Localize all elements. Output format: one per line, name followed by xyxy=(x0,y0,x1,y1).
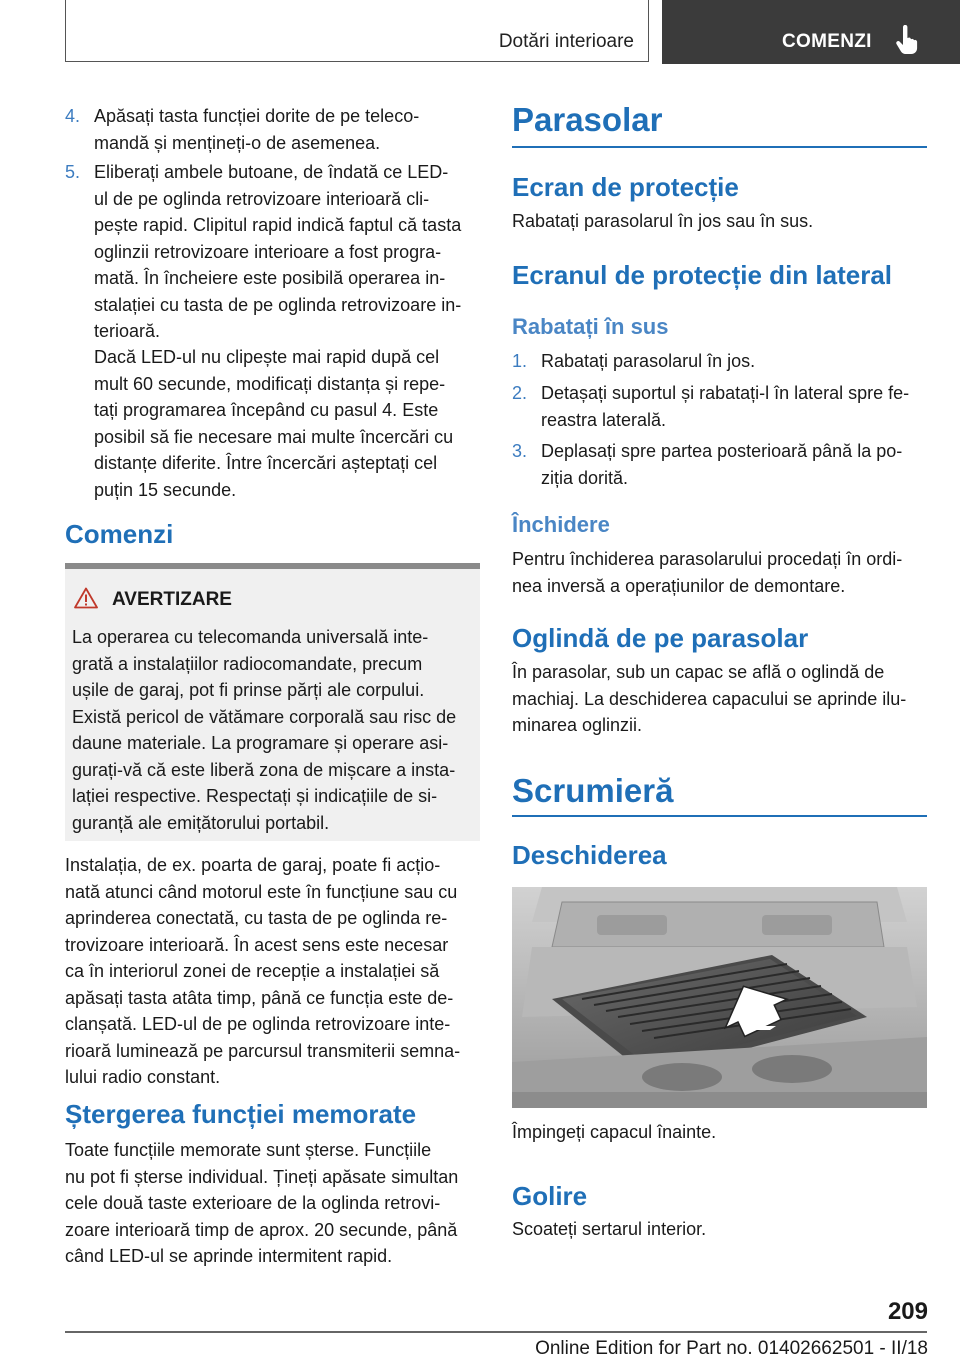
image-caption: Împingeți capacul înainte. xyxy=(512,1122,717,1142)
lateral-heading: Ecranul de protecție din lateral xyxy=(512,260,892,290)
oglinda-heading: Oglindă de pe parasolar xyxy=(512,623,809,653)
text-line: Apăsați tasta funcției dorite de pe teleco- xyxy=(94,106,420,126)
oglinda-paragraph xyxy=(512,659,932,739)
title-rule xyxy=(512,146,927,148)
text-line: gurați-vă că este liberă zona de mișcare a insta- xyxy=(72,759,456,780)
text-line: ușile de garaj, pot fi prinse părți ale corpului. xyxy=(72,680,425,700)
text-line: Deplasați spre partea posterioară până la po- xyxy=(541,441,903,461)
text-line: mată. În încheiere este posibilă operarea in- xyxy=(94,268,446,288)
warning-title: AVERTIZARE xyxy=(112,589,232,610)
header-chapter-tab xyxy=(662,0,960,64)
delete-heading: Ștergerea funcției memorate xyxy=(65,1099,417,1129)
deschiderea-heading: Deschiderea xyxy=(512,840,667,870)
note-paragraph xyxy=(94,344,484,503)
inchidere-paragraph xyxy=(512,546,932,599)
text-line: rioară luminează pe parcursul transmiterii semna- xyxy=(65,1040,461,1061)
text-line: lației respective. Respectați și indicațiile de si- xyxy=(72,786,438,806)
text-line: ul de pe oglinda retrovizoare interioară cli- xyxy=(94,188,430,209)
ecran-text: Rabatați parasolarul în jos sau în sus. xyxy=(512,211,814,231)
text-line: clanșată. LED-ul de pe oglinda retrovizoare inte- xyxy=(65,1014,451,1034)
text-line: Dacă LED-ul nu clipește mai rapid după cel xyxy=(94,347,440,367)
text-line: reastra laterală. xyxy=(541,409,667,430)
rabatati-heading: Rabatați în sus xyxy=(512,314,669,339)
text-line: În parasolar, sub un capac se află o oglindă de xyxy=(512,662,885,682)
text-line: machiaj. La deschiderea capacului se aprinde ilu- xyxy=(512,688,907,709)
text-line: nu pot fi șterse individual. Țineți apăsate simultan xyxy=(65,1166,459,1187)
list-number: 5. xyxy=(65,162,81,182)
text-line: posibil să fie necesare mai multe încercări cu xyxy=(94,426,454,447)
text-line: Pentru închiderea parasolarului procedați în ordi- xyxy=(512,549,903,569)
text-line: mult 60 secunde, modificați distanța și repe- xyxy=(94,373,446,394)
warning-text xyxy=(72,624,477,836)
text-line: Eliberați ambele butoane, de îndată ce LED- xyxy=(94,162,449,182)
step-number: 1. xyxy=(512,351,528,371)
list-number: 4. xyxy=(65,106,81,126)
text-line: La operarea cu telecomanda universală inte- xyxy=(72,627,429,647)
text-line: Rabatați parasolarul în jos. xyxy=(541,351,756,371)
step-number: 3. xyxy=(512,441,528,461)
text-line: Există pericol de vătămare corporală sau risc de xyxy=(72,706,457,727)
install-paragraph xyxy=(65,852,485,1091)
page-number: 209 xyxy=(887,1298,928,1325)
text-line: Detașați suportul și rabatați-l în lateral spre fe- xyxy=(541,383,910,403)
header-chapter-label: COMENZI xyxy=(782,31,872,52)
text-line: minarea oglinzii. xyxy=(512,715,643,735)
text-line: Instalația, de ex. poarta de garaj, poate fi acțio- xyxy=(65,855,441,875)
text-line: stalației cu tasta de pe oglinda retrovizoare in- xyxy=(94,294,462,315)
text-line: nea inversă a operațiunilor de demontare. xyxy=(512,575,846,596)
scrumiera-title: Scrumieră xyxy=(512,772,674,809)
text-line: zoare interioară timp de aprox. 20 secunde, până xyxy=(65,1219,458,1240)
text-line: nată atunci când motorul este în funcțiune sau cu xyxy=(65,881,458,902)
inchidere-heading: Închidere xyxy=(512,512,610,537)
text-line: distanțe diferite. Între încercări așteptați cel xyxy=(94,453,438,473)
warning-triangle-icon xyxy=(74,587,98,609)
text-line: trovizoare interioară. În acest sens este necesar xyxy=(65,934,449,955)
text-line: ca în interiorul zonei de recepție a instalației să xyxy=(65,961,440,981)
golire-heading: Golire xyxy=(512,1181,588,1211)
text-line: grată a instalațiilor radiocomandate, precum xyxy=(72,653,423,674)
text-line: guranță ale emițătorului portabil. xyxy=(72,812,330,833)
title-rule xyxy=(512,815,927,817)
warning-box xyxy=(65,569,480,841)
parasolar-title: Parasolar xyxy=(512,101,663,138)
text-line: puțin 15 secunde. xyxy=(94,479,237,500)
text-line: aprinderea conectată, cu tasta de pe oglinda re- xyxy=(65,908,448,928)
text-line: terioară. xyxy=(94,321,161,341)
footer-rule xyxy=(65,1331,927,1333)
golire-text: Scoateți sertarul interior. xyxy=(512,1219,707,1239)
hand-pointer-icon xyxy=(894,25,920,55)
step-number: 2. xyxy=(512,383,528,403)
text-line: pește rapid. Clipitul rapid indică faptul că tasta xyxy=(94,215,462,235)
text-line: când LED-ul se aprinde intermitent rapid. xyxy=(65,1246,393,1266)
footer-edition: Online Edition for Part no. 01402662501 - II/18 xyxy=(535,1338,928,1359)
text-line: mandă și mențineți-o de asemenea. xyxy=(94,132,381,153)
text-line: oglinzii retrovizoare interioare a fost progra- xyxy=(94,241,442,262)
text-line: daune materiale. La programare și operare asi- xyxy=(72,733,449,753)
header-section-label: Dotări interioare xyxy=(498,31,634,52)
text-line: ziția dorită. xyxy=(541,467,629,488)
text-line: apăsați tasta atâta timp, până ce funcția este de- xyxy=(65,987,454,1008)
delete-paragraph xyxy=(65,1137,485,1270)
text-line: lului radio constant. xyxy=(65,1067,221,1087)
text-line: tați programarea începând cu pasul 4. Este xyxy=(94,400,439,420)
comenzi-heading: Comenzi xyxy=(65,519,174,549)
ecran-heading: Ecran de protecție xyxy=(512,172,739,202)
header-section-tab xyxy=(65,0,649,62)
text-line: Toate funcțiile memorate sunt șterse. Funcțiile xyxy=(65,1140,432,1160)
text-line: cele două taste exterioare de la oglinda retrovi- xyxy=(65,1193,441,1213)
ashtray-cover-image xyxy=(512,887,927,1108)
